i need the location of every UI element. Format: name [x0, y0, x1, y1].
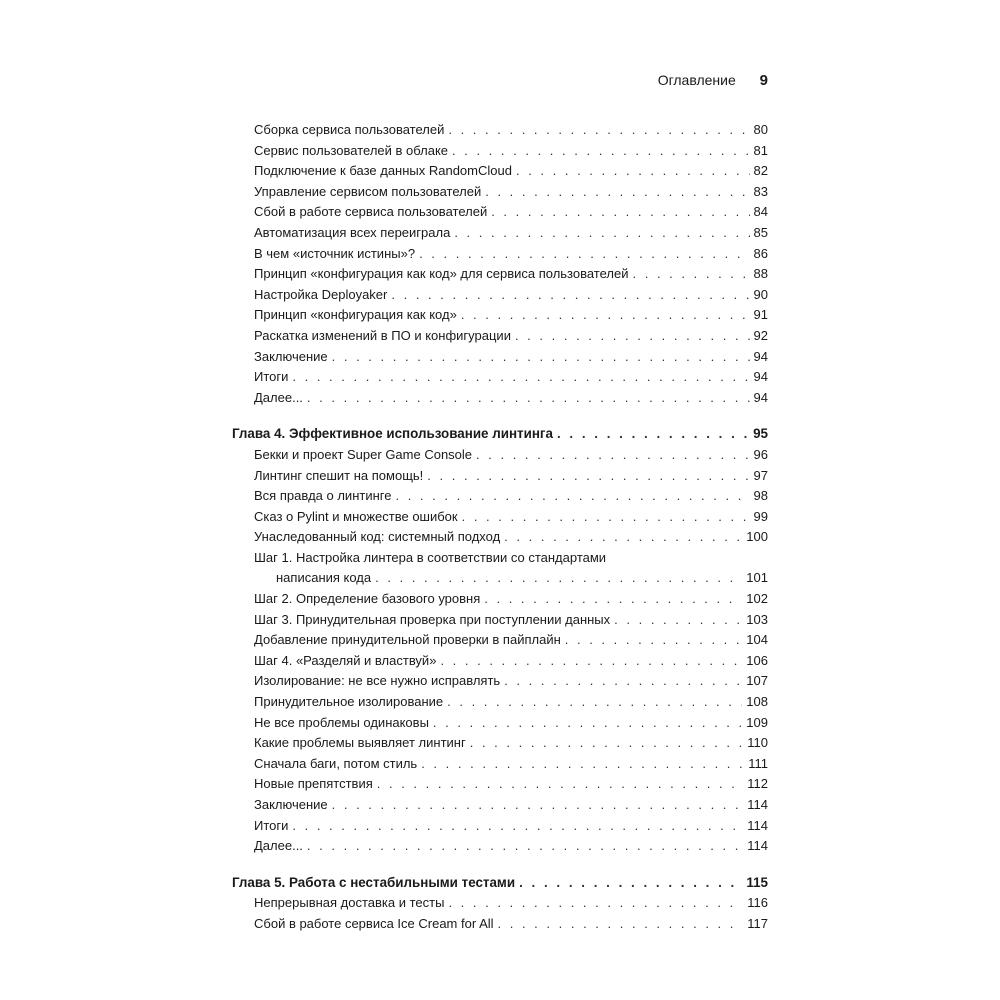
toc-entry-page: 94 [753, 348, 768, 364]
toc-entry-page: 104 [746, 632, 768, 648]
toc-entry [232, 914, 768, 935]
dot-leader [421, 754, 744, 775]
dot-leader [476, 445, 750, 466]
dot-leader [565, 630, 743, 651]
toc-entry-page: 90 [753, 286, 768, 302]
dot-leader [332, 795, 744, 816]
dot-leader [377, 774, 744, 795]
toc-entry [232, 285, 768, 306]
page-number: 9 [759, 72, 768, 89]
dot-leader [470, 733, 744, 754]
toc-entry-label: Линтинг спешит на помощь! [254, 467, 424, 483]
toc-entry-page: 116 [747, 895, 768, 911]
toc-entry-page: 88 [753, 266, 768, 282]
toc-entry-label: Сначала баги, потом стиль [254, 755, 418, 771]
toc-entry [232, 754, 768, 775]
toc-entry-label: Сказ о Pylint и множестве ошибок [254, 508, 458, 524]
toc-entry-label: Далее... [254, 389, 303, 405]
dot-leader [633, 264, 750, 285]
toc-entry [232, 507, 768, 528]
dot-leader [515, 326, 750, 347]
dot-leader [307, 388, 750, 409]
dot-leader [462, 507, 750, 528]
toc-entry-page: 110 [747, 735, 768, 751]
dot-leader [440, 651, 742, 672]
toc-entry-page: 92 [753, 327, 768, 343]
toc-entry [232, 589, 768, 610]
dot-leader [484, 589, 742, 610]
toc-entry [232, 733, 768, 754]
toc-entry [232, 671, 768, 692]
toc-entry [232, 692, 768, 713]
toc-entry-page: 109 [746, 714, 768, 730]
toc-entry-page: 91 [753, 307, 768, 323]
toc-entry-page: 107 [746, 673, 768, 689]
toc-entry-label: Бекки и проект Super Game Console [254, 446, 473, 462]
toc-entry [232, 202, 768, 223]
toc-entry-label: Шаг 4. «Разделяй и властвуй» [254, 652, 437, 668]
table-of-contents [232, 120, 768, 935]
toc-entry [232, 795, 768, 816]
toc-entry [232, 610, 768, 631]
toc-entry-label: Не все проблемы одинаковы [254, 714, 429, 730]
dot-leader [519, 873, 742, 894]
dot-leader [498, 914, 744, 935]
dot-leader [448, 120, 749, 141]
toc-entry-page: 114 [747, 817, 768, 833]
dot-leader [557, 424, 749, 445]
toc-entry [232, 466, 768, 487]
toc-entry-page: 114 [747, 797, 768, 812]
dot-leader [292, 367, 749, 388]
toc-entry-label: Непрерывная доставка и тесты [254, 895, 445, 911]
dot-leader [454, 223, 749, 244]
dot-leader [419, 244, 749, 265]
toc-entry [232, 120, 768, 141]
toc-entry-label: Заключение [254, 348, 328, 364]
toc-entry-label: Шаг 1. Настройка линтера в соответствии со стандартами [254, 549, 607, 565]
toc-entry [232, 161, 768, 182]
toc-entry-label: Сбой в работе сервиса пользователей [254, 204, 488, 220]
toc-entry [232, 305, 768, 326]
dot-leader [504, 527, 742, 548]
toc-entry-page: 85 [753, 224, 768, 240]
dot-leader [307, 836, 743, 857]
toc-entry-label: Настройка Deployaker [254, 286, 388, 302]
dot-leader [292, 816, 743, 837]
toc-entry-page: 106 [746, 652, 768, 668]
toc-entry-page: 82 [753, 163, 768, 179]
toc-entry-page: 114 [747, 838, 768, 854]
toc-entry [232, 326, 768, 347]
toc-entry-page: 96 [753, 446, 768, 462]
toc-entry-page: 84 [753, 204, 768, 220]
toc-entry-page: 94 [753, 389, 768, 405]
toc-entry [232, 816, 768, 837]
toc-entry-page: 94 [753, 369, 768, 385]
toc-entry-page: 108 [746, 694, 768, 710]
dot-leader [491, 202, 749, 223]
toc-entry [232, 893, 768, 914]
toc-entry-label: Шаг 3. Принудительная проверка при поступлении данных [254, 611, 611, 627]
toc-entry [232, 141, 768, 162]
toc-entry-label: Далее... [254, 838, 303, 854]
toc-entry-page: 86 [753, 245, 768, 261]
toc-entry-label: Шаг 2. Определение базового уровня [254, 591, 481, 607]
running-header-title: Оглавление [657, 72, 736, 88]
dot-leader [433, 713, 742, 734]
toc-entry [232, 527, 768, 548]
running-header [0, 70, 768, 91]
toc-entry-page: 81 [753, 142, 768, 158]
toc-entry [232, 367, 768, 388]
dot-leader [485, 182, 749, 203]
toc-chapter [232, 873, 768, 894]
dot-leader [516, 161, 750, 182]
toc-entry [232, 713, 768, 734]
toc-entry-label: Сбой в работе сервиса Ice Cream for All [254, 915, 494, 931]
dot-leader [614, 610, 742, 631]
dot-leader [447, 692, 742, 713]
toc-entry [232, 445, 768, 466]
toc-entry-page: 115 [746, 874, 768, 890]
toc-entry-label: Заключение [254, 797, 328, 812]
toc-entry-label: Подключение к базе данных RandomCloud [254, 163, 512, 179]
toc-entry-page: 98 [753, 488, 768, 504]
toc-entry-label: Итоги [254, 369, 289, 385]
toc-entry-label: Управление сервисом пользователей [254, 183, 482, 199]
toc-entry-label: Вся правда о линтинге [254, 488, 392, 504]
toc-entry-page: 80 [753, 122, 768, 137]
toc-entry [232, 548, 768, 589]
toc-entry-label: Глава 5. Работа с нестабильными тестами [232, 874, 516, 890]
toc-entry-label: Принудительное изолирование [254, 694, 444, 710]
toc-entry [232, 630, 768, 651]
toc-entry-label: Принцип «конфигурация как код» [254, 307, 457, 323]
toc-entry-page: 111 [748, 755, 768, 771]
dot-leader [461, 305, 750, 326]
toc-entry-label: Унаследованный код: системный подход [254, 529, 501, 545]
dot-leader [448, 893, 743, 914]
toc-entry-label: Новые препятствия [254, 776, 373, 792]
dot-leader [332, 347, 750, 368]
toc-entry-page: 117 [747, 915, 768, 931]
toc-entry-page: 112 [747, 776, 768, 792]
toc-entry-page: 95 [753, 426, 768, 442]
toc-entry-page: 101 [746, 570, 768, 586]
toc-entry-label: Добавление принудительной проверки в пайплайн [254, 632, 561, 648]
toc-entry [232, 486, 768, 507]
dot-leader [452, 141, 750, 162]
toc-entry-label: В чем «источник истины»? [254, 245, 416, 261]
toc-entry [232, 223, 768, 244]
toc-entry [232, 388, 768, 409]
dot-leader [395, 486, 749, 507]
toc-entry-label-continued: написания кода [276, 570, 372, 586]
toc-entry-label: Изолирование: не все нужно исправлять [254, 673, 501, 689]
dot-leader [391, 285, 749, 306]
toc-entry-label: Сервис пользователей в облаке [254, 142, 449, 158]
dot-leader [427, 466, 749, 487]
toc-entry-page: 83 [753, 183, 768, 199]
toc-entry-label: Автоматизация всех переиграла [254, 224, 451, 240]
toc-entry-page: 100 [746, 529, 768, 545]
toc-entry [232, 651, 768, 672]
toc-entry-page: 99 [753, 508, 768, 524]
toc-entry-label: Итоги [254, 817, 289, 833]
toc-entry [232, 836, 768, 857]
toc-entry-page: 102 [746, 591, 768, 607]
toc-entry-label: Принцип «конфигурация как код» для сервиса пользователей [254, 266, 629, 282]
dot-leader [504, 671, 742, 692]
toc-entry-page: 103 [746, 611, 768, 627]
toc-entry-label: Какие проблемы выявляет линтинг [254, 735, 466, 751]
toc-entry [232, 244, 768, 265]
toc-entry-label: Сборка сервиса пользователей [254, 122, 445, 137]
dot-leader [375, 568, 742, 589]
toc-entry [232, 774, 768, 795]
toc-entry [232, 182, 768, 203]
toc-entry-page: 97 [753, 467, 768, 483]
toc-entry-label: Раскатка изменений в ПО и конфигурации [254, 327, 511, 343]
toc-entry [232, 347, 768, 368]
toc-entry-label: Глава 4. Эффективное использование линтинга [232, 426, 553, 442]
toc-entry [232, 264, 768, 285]
toc-chapter [232, 424, 768, 445]
